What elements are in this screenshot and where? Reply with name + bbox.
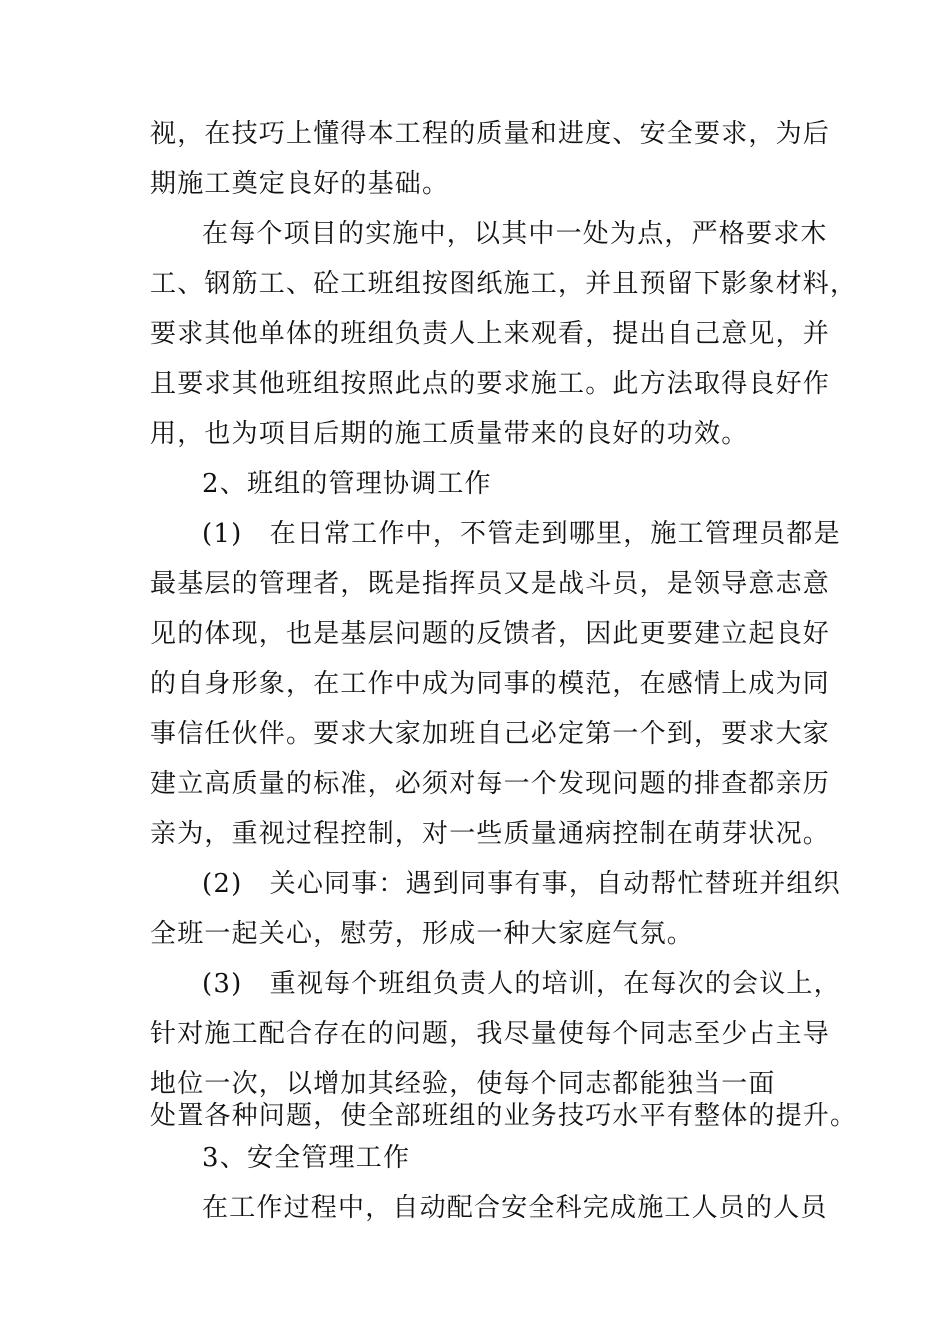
paragraph-start: (3) 重视每个班组负责人的培训，在每次的会议上， bbox=[202, 969, 841, 999]
text-line: 事信任伙伴。要求大家加班自己必定第一个到，要求大家 bbox=[150, 719, 831, 749]
text-line: 最基层的管理者，既是指挥员又是战斗员，是领导意志意 bbox=[150, 569, 831, 599]
paragraph-start: 在工作过程中，自动配合安全科完成施工人员的人员 bbox=[202, 1193, 828, 1223]
text-line: 要求其他单体的班组负责人上来观看，提出自己意见，并 bbox=[150, 319, 831, 349]
text-line: 工、钢筋工、砼工班组按图纸施工，并且预留下影象材料， bbox=[150, 269, 858, 299]
text-line: 视，在技巧上懂得本工程的质量和进度、安全要求，为后 bbox=[150, 119, 831, 149]
text-line: 且要求其他班组按照此点的要求施工。此方法取得良好作 bbox=[150, 369, 831, 399]
section-heading: 3、安全管理工作 bbox=[202, 1143, 411, 1173]
text-line: 针对施工配合存在的问题，我尽量使每个同志至少占主导 bbox=[150, 1019, 831, 1049]
text-line: 处置各种问题，使全部班组的业务技巧水平有整体的提升。 bbox=[150, 1101, 858, 1131]
text-line: 用，也为项目后期的施工质量带来的良好的功效。 bbox=[150, 419, 749, 449]
text-line: 亲为，重视过程控制，对一些质量通病控制在萌芽状况。 bbox=[150, 819, 831, 849]
text-line: 建立高质量的标准，必须对每一个发现问题的排查都亲历 bbox=[150, 769, 831, 799]
text-line: 地位一次，以增加其经验，使每个同志都能独当一面 bbox=[150, 1069, 776, 1099]
paragraph-start: 在每个项目的实施中，以其中一处为点，严格要求木 bbox=[202, 219, 828, 249]
paragraph-start: (1) 在日常工作中，不管走到哪里，施工管理员都是 bbox=[202, 519, 841, 549]
text-line: 见的体现，也是基层问题的反馈者，因此更要建立起良好 bbox=[150, 619, 831, 649]
section-heading: 2、班组的管理协调工作 bbox=[202, 469, 492, 499]
text-line: 全班一起关心，慰劳，形成一种大家庭气氛。 bbox=[150, 919, 695, 949]
paragraph-start: (2) 关心同事：遇到同事有事，自动帮忙替班并组织 bbox=[202, 869, 841, 899]
text-line: 期施工奠定良好的基础。 bbox=[150, 169, 450, 199]
text-line: 的自身形象，在工作中成为同事的模范，在感情上成为同 bbox=[150, 669, 831, 699]
